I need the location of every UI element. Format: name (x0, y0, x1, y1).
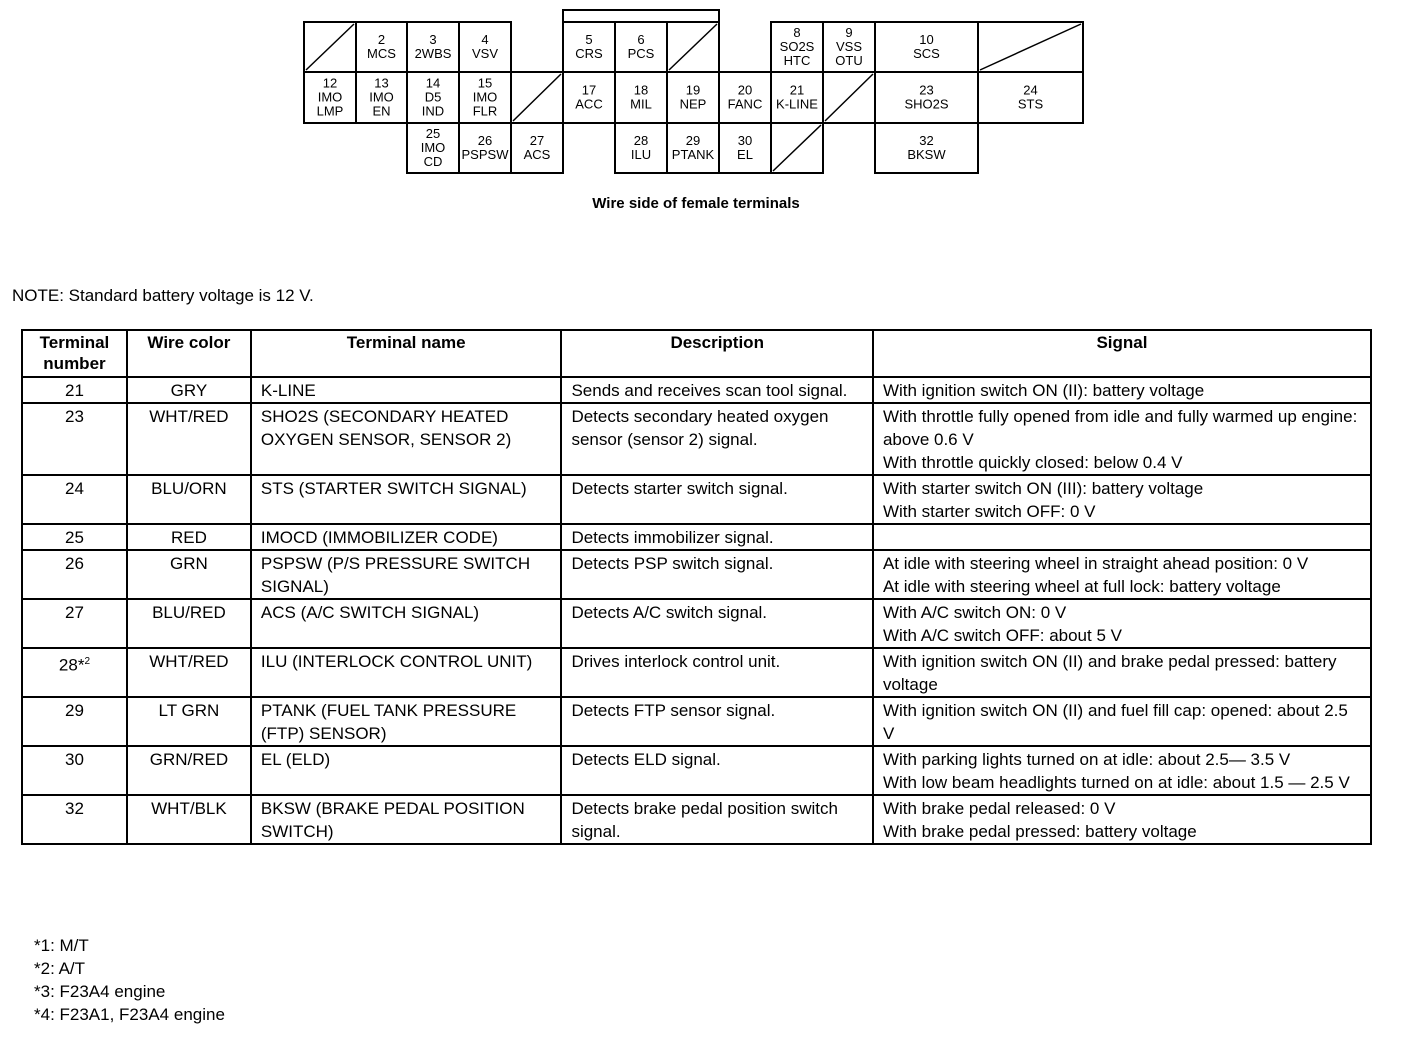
table-row (22, 377, 1371, 403)
wire-color-cell: GRN (127, 550, 251, 599)
signal-cell (873, 648, 1371, 697)
terminal-label: HTC (783, 53, 811, 68)
terminal-label: OTU (835, 53, 863, 68)
terminal-label: 26 (477, 133, 493, 148)
terminal-label: 12 (322, 75, 338, 91)
terminal-label: IMO (317, 89, 343, 105)
terminal-label: 15 (477, 75, 493, 91)
description-cell: Sends and receives scan tool signal. (561, 377, 873, 403)
terminal-label: ACC (575, 96, 603, 112)
signal-cell (873, 524, 1371, 550)
table-row (22, 795, 1371, 844)
terminal-label: 23 (919, 82, 934, 98)
terminal-number-cell: 23 (22, 403, 127, 475)
terminal-label: CRS (575, 46, 603, 61)
terminal-label: 20 (737, 82, 753, 98)
description-cell: Detects A/C switch signal. (561, 599, 873, 648)
terminal-label: PCS (627, 46, 655, 61)
wire-color-cell: BLU/ORN (127, 475, 251, 524)
terminal-number-cell: 30 (22, 746, 127, 795)
terminal-label: CD (423, 154, 443, 169)
wire-color-cell: WHT/RED (127, 403, 251, 475)
terminal-label: EL (737, 147, 753, 162)
signal-line: With parking lights turned on at idle: about 2.5— 3.5 V (882, 750, 1291, 769)
terminal-label: K-LINE (776, 96, 818, 112)
battery-note: NOTE: Standard battery voltage is 12 V. (12, 286, 314, 305)
description-cell: Detects FTP sensor signal. (561, 697, 873, 746)
signal-cell (873, 599, 1371, 648)
terminal-label: IND (421, 103, 445, 119)
table-row (22, 648, 1371, 697)
description-cell: Detects immobilizer signal. (561, 524, 873, 550)
terminal-label: VSS (835, 39, 863, 54)
terminal-number-cell: 21 (22, 377, 127, 403)
description-cell: Detects brake pedal position switch signal. (561, 795, 873, 844)
signal-line: With brake pedal pressed: battery voltage (882, 822, 1197, 841)
signal-line: With ignition switch ON (II) and fuel fill cap: opened: about 2.5 V (882, 701, 1348, 743)
wire-color-cell: RED (127, 524, 251, 550)
terminal-number-cell: 26 (22, 550, 127, 599)
terminal-label: 30 (737, 133, 753, 148)
header-terminal-name: Terminal name (251, 330, 562, 377)
connector-caption: Wire side of female terminals (592, 195, 800, 212)
terminal-label: VSV (471, 46, 499, 61)
signal-line: With brake pedal released: 0 V (882, 799, 1116, 818)
terminal-label: 32 (919, 133, 934, 148)
terminal-name-cell: ILU (INTERLOCK CONTROL UNIT) (251, 648, 562, 697)
footnote: *2: A/T (34, 959, 86, 978)
description-cell: Drives interlock control unit. (561, 648, 873, 697)
signal-cell (873, 697, 1371, 746)
terminal-label: 2WBS (414, 46, 452, 61)
signal-line: With throttle quickly closed: below 0.4 V (882, 453, 1183, 472)
header-wire-color: Wire color (127, 330, 251, 377)
terminal-label: IMO (420, 140, 446, 155)
signal-line: With throttle fully opened from idle and fully warmed up engine: above 0.6 V (882, 407, 1358, 449)
table-row (22, 599, 1371, 648)
wire-color-cell: GRY (127, 377, 251, 403)
wire-color-cell: GRN/RED (127, 746, 251, 795)
header-signal: Signal (873, 330, 1371, 377)
header-terminal-number: Terminal number (22, 330, 127, 377)
terminal-number-cell: 28*$^2$ (22, 648, 127, 697)
terminal-number-cell: 24 (22, 475, 127, 524)
terminal-label: 19 (685, 82, 701, 98)
signal-cell (873, 795, 1371, 844)
connector-diagram (0, 0, 1100, 190)
terminal-label: 10 (919, 32, 934, 47)
terminal-label: LMP (316, 103, 344, 119)
terminal-label: 27 (529, 133, 545, 148)
terminal-label: IMO (472, 89, 498, 105)
terminal-label: 18 (633, 82, 649, 98)
terminal-label: 17 (581, 82, 597, 98)
terminal-number-cell: 25 (22, 524, 127, 550)
table-row (22, 475, 1371, 524)
terminal-label: FANC (727, 96, 763, 112)
terminal-label: 14 (425, 75, 441, 91)
signal-cell (873, 746, 1371, 795)
terminal-label: 28 (633, 133, 649, 148)
wire-color-cell: LT GRN (127, 697, 251, 746)
table-row (22, 697, 1371, 746)
terminal-name-cell: ACS (A/C SWITCH SIGNAL) (251, 599, 562, 648)
signal-line: At idle with steering wheel at full lock: battery voltage (882, 577, 1281, 596)
terminal-label: SO2S (779, 39, 815, 54)
footnote: *1: M/T (34, 936, 89, 955)
terminal-label: 13 (374, 75, 389, 91)
terminal-label: BKSW (907, 147, 946, 162)
terminal-label: ACS (523, 147, 551, 162)
terminal-name-cell: PTANK (FUEL TANK PRESSURE (FTP) SENSOR) (251, 697, 562, 746)
description-cell: Detects ELD signal. (561, 746, 873, 795)
signal-cell (873, 550, 1371, 599)
signal-line: With A/C switch ON: 0 V (882, 603, 1067, 622)
terminal-label: PTANK (671, 147, 715, 162)
signal-line: With low beam headlights turned on at idle: about 1.5 — 2.5 V (882, 773, 1350, 792)
table-row (22, 524, 1371, 550)
terminal-label: 6 (637, 32, 645, 47)
table-row (22, 746, 1371, 795)
terminal-name-cell: STS (STARTER SWITCH SIGNAL) (251, 475, 562, 524)
terminal-name-cell: EL (ELD) (251, 746, 562, 795)
terminal-label: 8 (793, 25, 801, 40)
signal-line: With A/C switch OFF: about 5 V (882, 626, 1122, 645)
table-row (22, 403, 1371, 475)
terminal-number-cell: 27 (22, 599, 127, 648)
terminal-name-cell: IMOCD (IMMOBILIZER CODE) (251, 524, 562, 550)
terminal-label: EN (372, 103, 391, 119)
header-description: Description (561, 330, 873, 377)
terminal-name-cell: BKSW (BRAKE PEDAL POSITION SWITCH) (251, 795, 562, 844)
terminal-label: SCS (913, 46, 940, 61)
signal-cell (873, 377, 1371, 403)
terminal-label: IMO (369, 89, 394, 105)
table-row (22, 550, 1371, 599)
footnotes (34, 934, 225, 1026)
terminal-label: SHO2S (904, 96, 949, 112)
signal-line: At idle with steering wheel in straight ahead position: 0 V (882, 554, 1309, 573)
footnote: *4: F23A1, F23A4 engine (34, 1005, 225, 1024)
terminal-number-cell: 32 (22, 795, 127, 844)
terminal-label: 3 (429, 32, 437, 47)
signal-cell (873, 403, 1371, 475)
description-cell: Detects starter switch signal. (561, 475, 873, 524)
terminal-label: NEP (679, 96, 707, 112)
wire-color-cell: WHT/RED (127, 648, 251, 697)
signal-line: With starter switch ON (III): battery voltage (882, 479, 1204, 498)
terminal-label: 29 (685, 133, 701, 148)
terminal-signal-table (21, 329, 1372, 845)
footnote: *3: F23A4 engine (34, 982, 166, 1001)
terminal-label: 2 (377, 32, 386, 47)
signal-line: With ignition switch ON (II) and brake pedal pressed: battery voltage (882, 652, 1337, 694)
signal-cell (873, 475, 1371, 524)
wire-color-cell: BLU/RED (127, 599, 251, 648)
terminal-name-cell: SHO2S (SECONDARY HEATED OXYGEN SENSOR, SENSOR 2) (251, 403, 562, 475)
terminal-label: 24 (1023, 82, 1038, 98)
terminal-label: STS (1017, 96, 1044, 112)
terminal-label: FLR (472, 103, 498, 119)
terminal-label: MIL (630, 96, 652, 112)
terminal-name-cell: PSPSW (P/S PRESSURE SWITCH SIGNAL) (251, 550, 562, 599)
terminal-label: 4 (481, 32, 489, 47)
signal-line: With ignition switch ON (II): battery voltage (882, 381, 1205, 400)
terminal-label: PSPSW (461, 147, 509, 162)
description-cell: Detects PSP switch signal. (561, 550, 873, 599)
terminal-label: 25 (425, 126, 441, 141)
terminal-label: D5 (424, 89, 442, 105)
terminal-label: ILU (630, 147, 652, 162)
terminal-label: MCS (367, 46, 396, 61)
terminal-number-cell: 29 (22, 697, 127, 746)
description-cell: Detects secondary heated oxygen sensor (sensor 2) signal. (561, 403, 873, 475)
signal-line: With starter switch OFF: 0 V (882, 502, 1096, 521)
terminal-label: 21 (789, 82, 805, 98)
terminal-name-cell: K-LINE (251, 377, 562, 403)
wire-color-cell: WHT/BLK (127, 795, 251, 844)
table-header-row (22, 330, 1371, 377)
terminal-label: 9 (845, 25, 853, 40)
terminal-label: 5 (585, 32, 593, 47)
